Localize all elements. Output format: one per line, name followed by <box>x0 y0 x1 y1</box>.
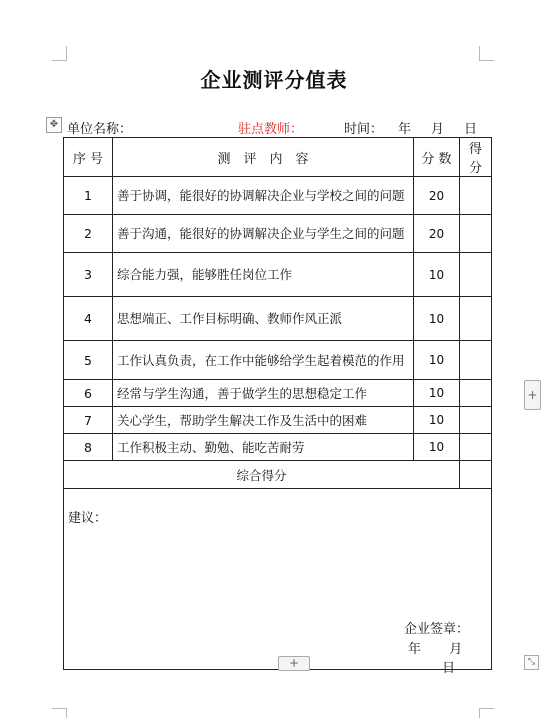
row-result-cell[interactable] <box>460 177 492 215</box>
row-result-cell[interactable] <box>460 215 492 253</box>
row-content[interactable]: 工作积极主动、勤勉、能吃苦耐劳 <box>113 434 414 461</box>
sign-date <box>408 638 491 676</box>
month-label: 月 <box>431 122 445 137</box>
row-score: 20 <box>414 215 460 253</box>
header-content: 测 评 内 容 <box>113 138 414 177</box>
summary-label: 综合得分 <box>64 461 460 489</box>
row-no: 1 <box>64 177 113 215</box>
year-label: 年 <box>398 122 412 137</box>
header-result: 得 分 <box>460 138 492 177</box>
table-row <box>64 380 492 407</box>
sign-year: 年 <box>408 642 422 657</box>
row-no: 2 <box>64 215 113 253</box>
score-table <box>63 137 492 676</box>
table-row <box>64 341 492 380</box>
row-score: 10 <box>414 253 460 297</box>
table-header-row <box>64 138 492 177</box>
row-score: 10 <box>414 297 460 341</box>
row-no: 8 <box>64 434 113 461</box>
row-score: 20 <box>414 177 460 215</box>
suggestion-cell[interactable] <box>64 489 492 676</box>
teacher-label: 驻点教师： <box>238 122 304 137</box>
row-score: 10 <box>414 434 460 461</box>
add-column-button[interactable]: + <box>524 380 541 410</box>
row-content[interactable]: 经常与学生沟通，善于做学生的思想稳定工作 <box>113 380 414 407</box>
table-row <box>64 177 492 215</box>
day-label: 日 <box>464 122 478 137</box>
row-score: 10 <box>414 380 460 407</box>
summary-row <box>64 461 492 489</box>
row-result-cell[interactable] <box>460 380 492 407</box>
header-no: 序 号 <box>64 138 113 177</box>
table-move-icon[interactable]: ✥ <box>46 117 62 133</box>
row-content[interactable]: 善于协调，能很好的协调解决企业与学校之间的问题 <box>113 177 414 215</box>
sign-month: 月 <box>449 642 463 657</box>
page-corner-mark <box>479 46 494 61</box>
row-content[interactable]: 工作认真负责，在工作中能够给学生起着模范的作用 <box>113 341 414 380</box>
row-content[interactable]: 关心学生，帮助学生解决工作及生活中的困难 <box>113 407 414 434</box>
company-seal-label: 企业签章： <box>404 622 470 637</box>
row-result-cell[interactable] <box>460 434 492 461</box>
row-no: 7 <box>64 407 113 434</box>
table-row <box>64 297 492 341</box>
row-content[interactable]: 综合能力强，能够胜任岗位工作 <box>113 253 414 297</box>
sign-day: 日 <box>442 661 456 676</box>
add-row-button[interactable]: + <box>278 656 310 671</box>
summary-result-cell[interactable] <box>460 461 492 489</box>
table-row <box>64 253 492 297</box>
header-score: 分 数 <box>414 138 460 177</box>
time-label: 时间： <box>344 122 384 137</box>
row-no: 3 <box>64 253 113 297</box>
unit-name-label: 单位名称： <box>67 122 133 137</box>
row-result-cell[interactable] <box>460 341 492 380</box>
table-row <box>64 215 492 253</box>
row-result-cell[interactable] <box>460 253 492 297</box>
row-score: 10 <box>414 341 460 380</box>
row-no: 6 <box>64 380 113 407</box>
row-content[interactable]: 善于沟通，能很好的协调解决企业与学生之间的问题 <box>113 215 414 253</box>
suggestion-label: 建议： <box>68 511 108 526</box>
suggestion-row <box>64 489 492 670</box>
row-no: 4 <box>64 297 113 341</box>
row-result-cell[interactable] <box>460 407 492 434</box>
page-corner-mark <box>52 46 67 61</box>
document-title: 企业测评分值表 <box>200 68 348 92</box>
row-no: 5 <box>64 341 113 380</box>
row-result-cell[interactable] <box>460 297 492 341</box>
table-resize-icon[interactable]: ⤡ <box>524 655 539 670</box>
table-row <box>64 407 492 434</box>
row-score: 10 <box>414 407 460 434</box>
table-row <box>64 434 492 461</box>
row-content[interactable]: 思想端正、工作目标明确、教师作风正派 <box>113 297 414 341</box>
